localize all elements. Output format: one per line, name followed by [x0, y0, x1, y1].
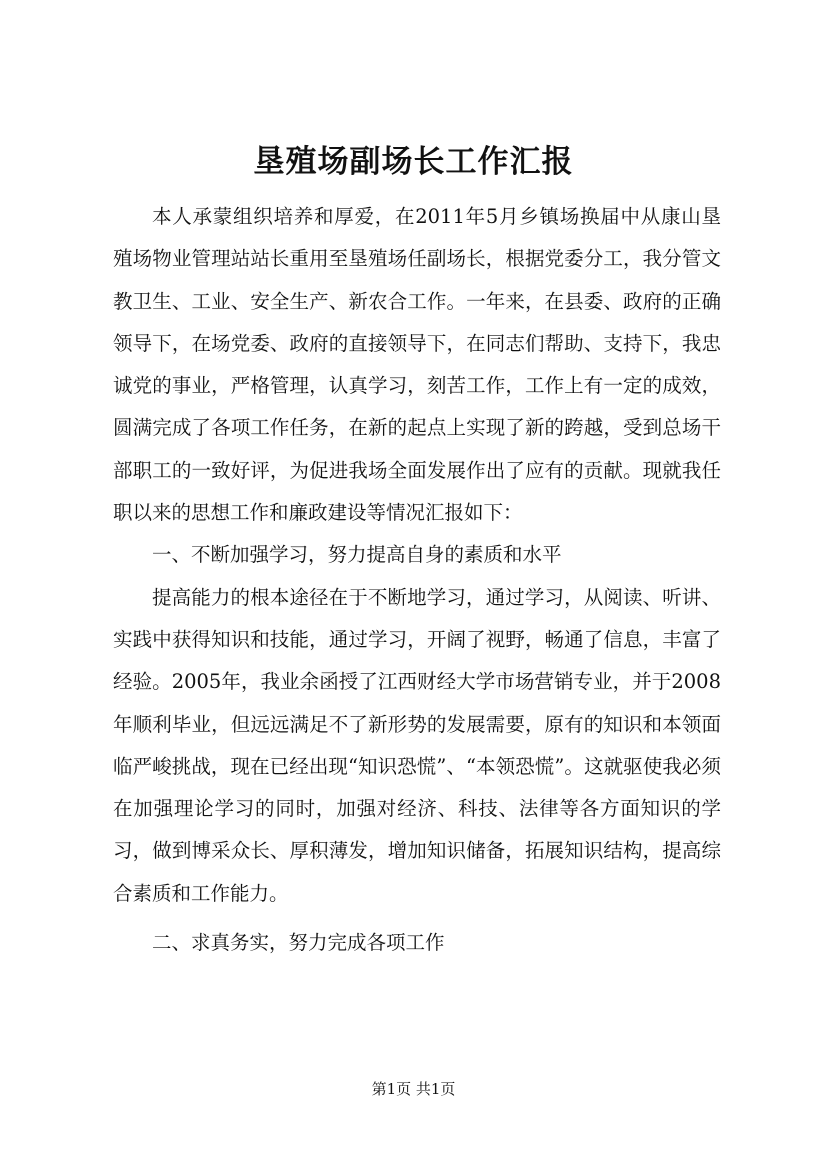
- section-heading-1: 一、不断加强学习，努力提高自身的素质和水平: [152, 543, 562, 567]
- section-heading-2: 二、求真务实，努力完成各项工作: [152, 931, 445, 955]
- intro-paragraph: 本人承蒙组织培养和厚爱，在2011年5月乡镇场换届中从康山垦殖场物业管理站站长重用至垦殖场任副场长，根据党委分工，我分管文教卫生、工业、安全生产、新农合工作。一年来，在县委、政府的正确领导下，在场党委、政府的直接领导下，在同志们帮助、支持下，我忠诚党的事业，严格管理，认真学习，刻苦工作，工作上有一定的成效，圆满完成了各项工作任务，在新的起点上实现了新的跨越，受到总场干部职工的一致好评，为促进我场全面发展作出了应有的贡献。现就我任职以来的思想工作和廉政建设等情况汇报如下：: [113, 205, 721, 525]
- section-1-paragraph: 提高能力的根本途径在于不断地学习，通过学习，从阅读、听讲、实践中获得知识和技能，通过学习，开阔了视野，畅通了信息，丰富了经验。2005年，我业余函授了江西财经大学市场营销专业，并于2008年顺利毕业，但远远满足不了新形势的发展需要，原有的知识和本领面临严峻挑战，现在已经出现“知识恐慌”、“本领恐慌”。这就驱使我必须在加强理论学习的同时，加强对经济、科技、法律等各方面知识的学习，做到博采众长、厚积薄发，增加知识储备，拓展知识结构，提高综合素质和工作能力。: [113, 585, 721, 905]
- document-title: 垦殖场副场长工作汇报: [253, 144, 574, 180]
- document-body: [113, 196, 721, 964]
- page-footer: 第1页 共1页: [371, 1080, 456, 1098]
